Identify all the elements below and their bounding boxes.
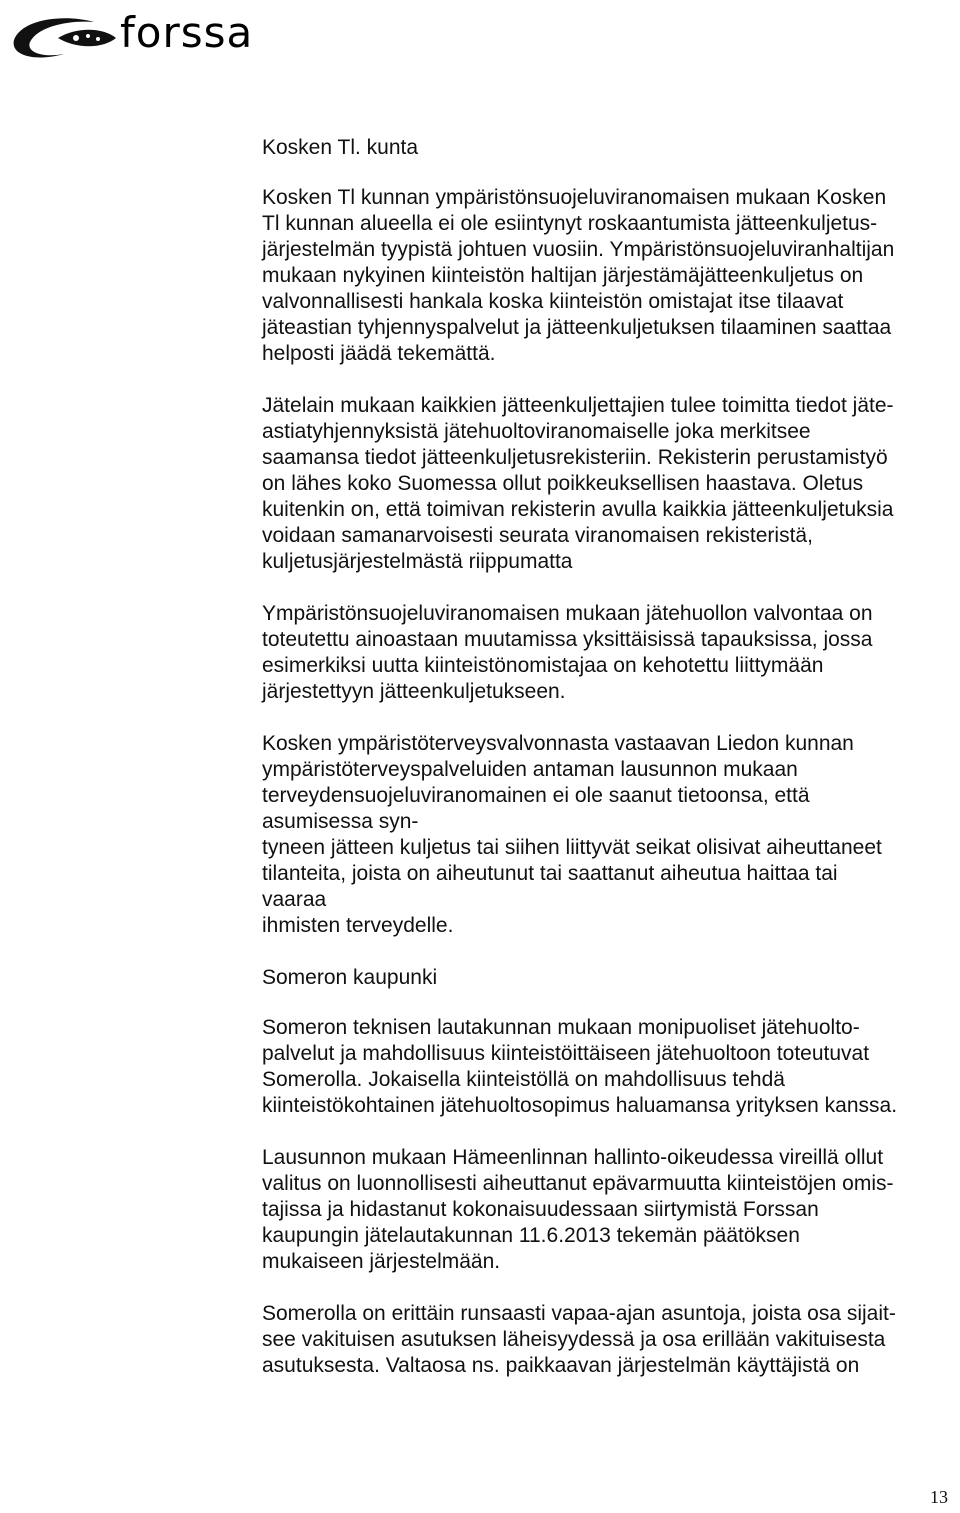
text-line: jäteastian tyhjennyspalvelut ja jätteenkuljetuksen tilaaminen saattaa [262,316,892,339]
text-line: esimerkiksi uutta kiinteistönomistajaa on kehotettu liittymään [262,654,824,677]
document-body [262,135,942,1405]
text-line: järjestettyyn jätteenkuljetukseen. [262,680,566,703]
paragraph [262,1015,942,1119]
text-line: kuitenkin on, että toimivan rekisterin avulla kaikkia jätteenkuljetuksia [262,498,894,521]
text-line: voidaan samanarvoisesti seurata viranomaisen rekisteristä, [262,524,813,547]
text-line: Kosken Tl kunnan ympäristönsuojeluviranomaisen mukaan Kosken [262,186,887,209]
text-line: tajissa ja hidastanut kokonaisuudessaan siirtymistä Forssan [262,1198,819,1221]
text-line: kuljetusjärjestelmästä riippumatta [262,550,573,573]
text-line: Somerolla. Jokaisella kiinteistöllä on mahdollisuus tehdä [262,1068,785,1091]
text-line: tyneen jätteen kuljetus tai siihen liittyvät seikat olisivat aiheuttaneet [262,836,882,859]
text-line: palvelut ja mahdollisuus kiinteistöittäiseen jätehuoltoon toteutuvat [262,1042,870,1065]
text-line: Jätelain mukaan kaikkien jätteenkuljettajien tulee toimitta tiedot jäte- [262,394,894,417]
section-heading: Kosken Tl. kunta [262,136,419,159]
text-line: on lähes koko Suomessa ollut poikkeuksellisen haastava. Oletus [262,472,864,495]
text-line: mukaan nykyinen kiinteistön haltijan järjestämäjätteenkuljetus on [262,264,864,287]
paragraph [262,1145,942,1275]
text-line: saamansa tiedot jätteenkuljetusrekisteriin. Rekisterin perustamistyö [262,446,888,469]
forssa-logo-icon [8,12,120,60]
text-line: helposti jäädä tekemättä. [262,342,496,365]
text-line: kiinteistökohtainen jätehuoltosopimus haluamansa yrityksen kanssa. [262,1094,898,1117]
text-line: vaaraa [262,888,327,911]
text-line: Tl kunnan alueella ei ole esiintynyt roskaantumista jätteenkuljetus- [262,212,878,235]
text-line: asumisessa syn- [262,810,419,833]
text-line: astiatyhjennyksistä jätehuoltoviranomaiselle joka merkitsee [262,420,811,443]
text-line: ympäristöterveyspalveluiden antaman lausunnon mukaan [262,758,798,781]
text-line: Kosken ympäristöterveysvalvonnasta vastaavan Liedon kunnan [262,732,854,755]
text-line: Somerolla on erittäin runsaasti vapaa-ajan asuntoja, joista osa sijait- [262,1302,896,1325]
text-line: mukaiseen järjestelmään. [262,1250,501,1273]
text-line: tilanteita, joista on aiheutunut tai saattanut aiheutua haittaa tai [262,862,838,885]
text-line: valitus on luonnollisesti aiheuttanut epävarmuutta kiinteistöjen omis- [262,1172,894,1195]
paragraph [262,731,942,939]
text-line: Ympäristönsuojeluviranomaisen mukaan jätehuollon valvontaa on [262,602,873,625]
paragraph [262,1301,942,1379]
text-line: see vakituisen asutuksen läheisyydessä ja osa erillään vakituisesta [262,1328,886,1351]
text-line: Someron teknisen lautakunnan mukaan monipuoliset jätehuolto- [262,1016,860,1039]
paragraph [262,393,942,575]
text-line: järjestelmän tyypistä johtuen vuosiin. Ympäristönsuojeluviranhaltijan [262,238,895,261]
text-line: terveydensuojeluviranomainen ei ole saanut tietoonsa, että [262,784,810,807]
text-line: ihmisten terveydelle. [262,914,454,937]
text-line: Lausunnon mukaan Hämeenlinnan hallinto-oikeudessa vireillä ollut [262,1146,884,1169]
text-line: toteutettu ainoastaan muutamissa yksittäisissä tapauksissa, jossa [262,628,873,651]
text-line: valvonnallisesti hankala koska kiinteistön omistajat itse tilaavat [262,290,844,313]
text-line: asutuksesta. Valtaosa ns. paikkaavan järjestelmän käyttäjistä on [262,1354,860,1377]
page-header [0,0,960,60]
page-number: 13 [930,1487,948,1507]
logo-text: forssa [120,8,254,57]
paragraph [262,185,942,367]
text-line: kaupungin jätelautakunnan 11.6.2013 tekemän päätöksen [262,1224,800,1247]
section-heading: Someron kaupunki [262,966,438,989]
paragraph [262,601,942,705]
